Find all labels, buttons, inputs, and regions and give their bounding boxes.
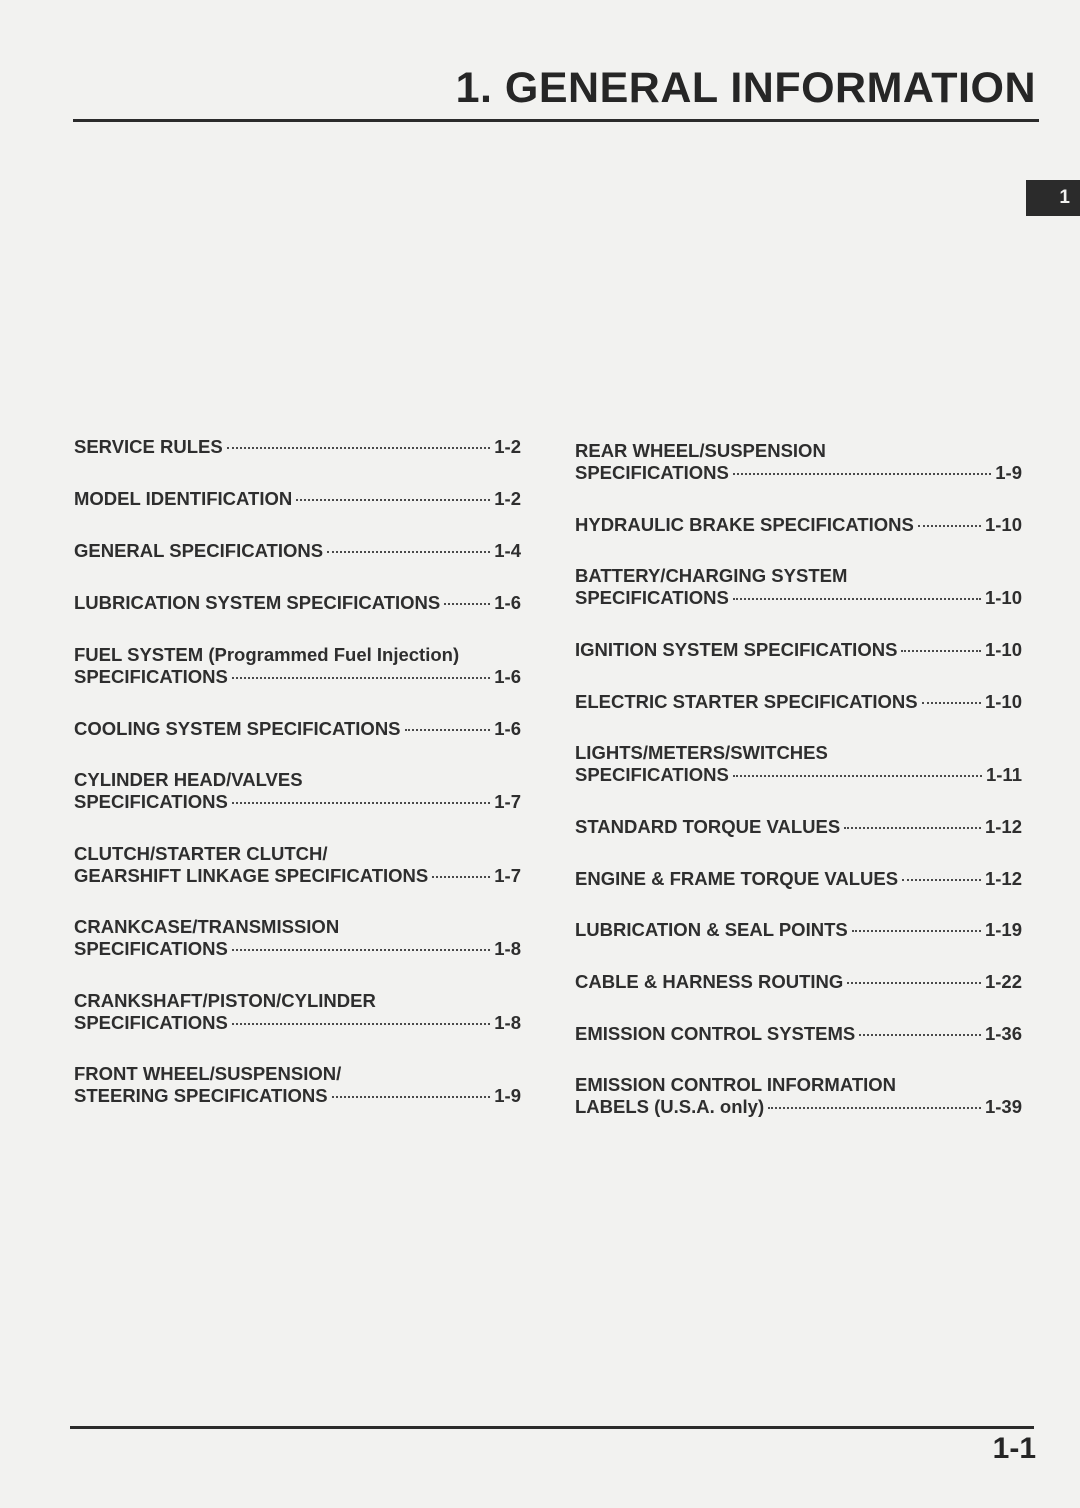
leader-dots (768, 1107, 981, 1109)
leader-dots (432, 876, 490, 878)
leader-dots (844, 827, 981, 829)
toc-entry-ignition-system[interactable] (575, 639, 1022, 661)
toc-entry-page: 1-12 (984, 868, 1022, 889)
toc-entry-title-line: LIGHTS/METERS/SWITCHES (575, 742, 828, 763)
toc-entry-title: LABELS (U.S.A. only) (575, 1096, 765, 1117)
toc-entry-title-line: CRANKSHAFT/PISTON/CYLINDER (74, 990, 376, 1011)
toc-entry-page: 1-12 (984, 816, 1022, 837)
leader-dots (733, 473, 991, 475)
leader-dots (232, 949, 490, 951)
toc-entry-page: 1-10 (984, 514, 1022, 535)
leader-dots (733, 775, 982, 777)
toc-entry-title: ENGINE & FRAME TORQUE VALUES (575, 868, 899, 889)
toc-entry-crankcase[interactable] (74, 916, 521, 960)
toc-entry-title: ELECTRIC STARTER SPECIFICATIONS (575, 691, 918, 712)
toc-entry-title: GEARSHIFT LINKAGE SPECIFICATIONS (74, 865, 429, 886)
toc-entry-battery-charging[interactable] (575, 565, 1022, 609)
toc-entry-crankshaft[interactable] (74, 990, 521, 1034)
toc-entry-page: 1-10 (984, 587, 1022, 608)
toc-entry-emission-labels[interactable] (575, 1074, 1022, 1118)
toc-entry-fuel-system[interactable] (74, 644, 521, 688)
toc-entry-title-line: CLUTCH/STARTER CLUTCH/ (74, 843, 328, 864)
toc-entry-title: EMISSION CONTROL SYSTEMS (575, 1023, 856, 1044)
toc-entry-clutch[interactable] (74, 843, 521, 887)
leader-dots (296, 499, 490, 501)
section-tab: 1 (1026, 180, 1080, 216)
toc-entry-title-line: FUEL SYSTEM (Programmed Fuel Injection) (74, 644, 460, 665)
toc-entry-title: GENERAL SPECIFICATIONS (74, 540, 324, 561)
toc-entry-cylinder-head[interactable] (74, 769, 521, 813)
toc-entry-lubrication-system[interactable] (74, 592, 521, 614)
toc-entry-page: 1-11 (985, 764, 1022, 785)
toc-entry-page: 1-8 (494, 1012, 521, 1033)
leader-dots (922, 702, 981, 704)
toc-entry-title: HYDRAULIC BRAKE SPECIFICATIONS (575, 514, 914, 535)
leader-dots (918, 525, 981, 527)
toc-entry-lubrication-seal[interactable] (575, 919, 1022, 941)
toc-entry-rear-wheel[interactable] (575, 440, 1022, 484)
toc-entry-title: MODEL IDENTIFICATION (74, 488, 293, 509)
toc-entry-title: SPECIFICATIONS (575, 764, 729, 785)
leader-dots (232, 802, 490, 804)
leader-dots (405, 729, 491, 731)
toc-entry-page: 1-36 (984, 1023, 1022, 1044)
leader-dots (901, 650, 981, 652)
toc-entry-general-specifications[interactable] (74, 540, 521, 562)
leader-dots (859, 1034, 981, 1036)
toc-entry-page: 1-19 (984, 919, 1022, 940)
leader-dots (733, 598, 981, 600)
toc-entry-page: 1-7 (494, 791, 521, 812)
title-rule (73, 119, 1039, 122)
toc-entry-title: SPECIFICATIONS (74, 666, 228, 687)
leader-dots (444, 603, 490, 605)
toc-entry-page: 1-2 (494, 436, 521, 457)
toc-entry-title: SPECIFICATIONS (575, 587, 729, 608)
toc-entry-title: SPECIFICATIONS (575, 462, 729, 483)
toc-entry-page: 1-9 (995, 462, 1022, 483)
toc-entry-engine-frame-torque[interactable] (575, 868, 1022, 890)
toc-entry-lights-meters[interactable] (575, 742, 1022, 786)
toc-entry-page: 1-2 (494, 488, 521, 509)
leader-dots (232, 677, 490, 679)
toc-entry-model-identification[interactable] (74, 488, 521, 510)
toc-entry-title-line: BATTERY/CHARGING SYSTEM (575, 565, 848, 586)
toc-entry-page: 1-6 (494, 666, 521, 687)
leader-dots (852, 930, 981, 932)
toc-entry-cable-harness[interactable] (575, 971, 1022, 993)
toc-entry-page: 1-10 (984, 691, 1022, 712)
toc-entry-page: 1-6 (494, 718, 521, 739)
toc-entry-electric-starter[interactable] (575, 691, 1022, 713)
leader-dots (327, 551, 490, 553)
toc-entry-title: IGNITION SYSTEM SPECIFICATIONS (575, 639, 898, 660)
toc-entry-title-line: EMISSION CONTROL INFORMATION (575, 1074, 897, 1095)
leader-dots (227, 447, 491, 449)
footer-rule (70, 1426, 1034, 1429)
toc-entry-title: SERVICE RULES (74, 436, 223, 457)
toc-entry-standard-torque[interactable] (575, 816, 1022, 838)
leader-dots (232, 1023, 490, 1025)
toc-entry-page: 1-9 (494, 1085, 521, 1106)
toc-entry-title: SPECIFICATIONS (74, 938, 228, 959)
toc-entry-page: 1-10 (984, 639, 1022, 660)
toc-entry-title: SPECIFICATIONS (74, 1012, 228, 1033)
leader-dots (847, 982, 981, 984)
toc-entry-page: 1-7 (494, 865, 521, 886)
page-number: 1-1 (992, 1432, 1036, 1465)
toc-entry-title: CABLE & HARNESS ROUTING (575, 971, 844, 992)
toc-entry-title: SPECIFICATIONS (74, 791, 228, 812)
toc-entry-page: 1-6 (494, 592, 521, 613)
toc-entry-title-line: CYLINDER HEAD/VALVES (74, 769, 303, 790)
toc-entry-page: 1-4 (494, 540, 521, 561)
toc-entry-title-line: CRANKCASE/TRANSMISSION (74, 916, 340, 937)
toc-entry-page: 1-22 (984, 971, 1022, 992)
toc-entry-title: LUBRICATION & SEAL POINTS (575, 919, 848, 940)
toc-entry-page: 1-39 (984, 1096, 1022, 1117)
toc-entry-cooling-system[interactable] (74, 718, 521, 740)
toc-entry-title: STANDARD TORQUE VALUES (575, 816, 841, 837)
toc-entry-page: 1-8 (494, 938, 521, 959)
leader-dots (902, 879, 981, 881)
toc-entry-title-line: FRONT WHEEL/SUSPENSION/ (74, 1063, 342, 1084)
leader-dots (332, 1096, 491, 1098)
page-title: 1. GENERAL INFORMATION (455, 64, 1036, 112)
toc-entry-title: COOLING SYSTEM SPECIFICATIONS (74, 718, 401, 739)
toc-entry-title: LUBRICATION SYSTEM SPECIFICATIONS (74, 592, 441, 613)
toc-entry-emission-systems[interactable] (575, 1023, 1022, 1045)
toc-entry-service-rules[interactable] (74, 436, 521, 458)
toc-entry-front-wheel[interactable] (74, 1063, 521, 1107)
toc-entry-hydraulic-brake[interactable] (575, 514, 1022, 536)
toc-entry-title: STEERING SPECIFICATIONS (74, 1085, 328, 1106)
toc-entry-title-line: REAR WHEEL/SUSPENSION (575, 440, 826, 461)
